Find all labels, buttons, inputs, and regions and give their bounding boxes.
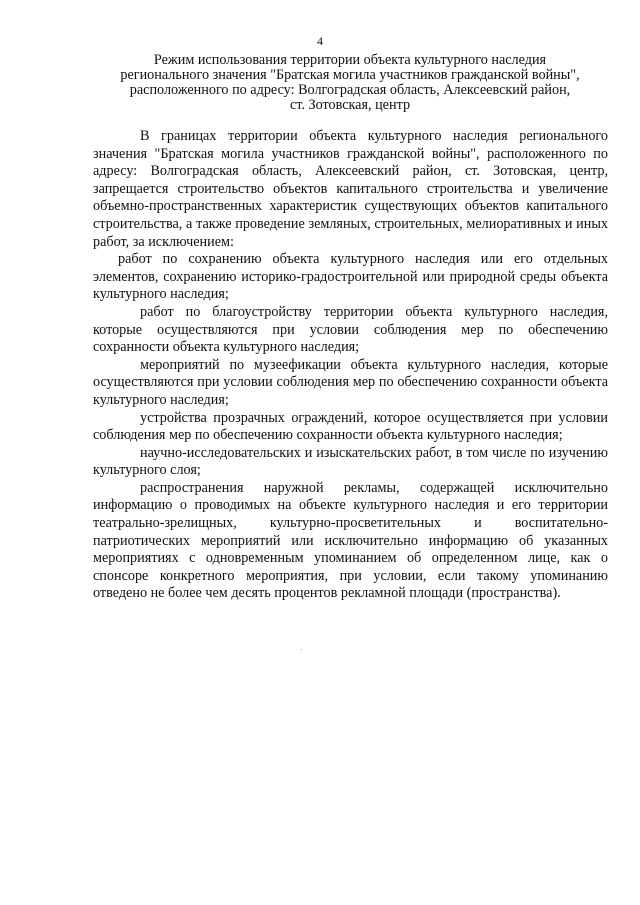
document-body <box>93 128 608 603</box>
exception-item-preservation: работ по сохранению объекта культурного наследия или его отдельных элементов, сохранению историко-градостроительной или природной среды объекта культурного наследия; <box>93 251 608 303</box>
exception-item-museumification: мероприятий по музеефикации объекта культурного наследия, которые осуществляются при условии соблюдения мер по обеспечению сохранности объекта культурного наследия; <box>93 356 608 408</box>
exception-item-research: научно-исследовательских и изыскательских работ, в том числе по изучению культурного слоя; <box>93 444 608 479</box>
title-line-4: ст. Зотовская, центр <box>289 97 411 113</box>
exception-item-advertising: распространения наружной рекламы, содержащей исключительно информацию о проводимых на объекте культурного наследия и его территории театрально-зрелищных, культурно-просветительных и воспитательно-патриотических мероприятий или исключительно информацию об указанных мероприятиях с одновременным упоминанием об определенном лице, как о спонсоре конкретного мероприятия, при условии, если такому упоминанию отведено не более чем десять процентов рекламной площади (пространства). <box>93 479 608 602</box>
title-line-1: Режим использования территории объекта культурного наследия <box>153 52 547 68</box>
document-title <box>100 53 600 113</box>
scan-speck <box>301 649 302 650</box>
title-line-3: расположенного по адресу: Волгоградская область, Алексеевский район, <box>129 82 571 98</box>
title-line-2: регионального значения "Братская могила участников гражданской войны", <box>120 67 580 83</box>
exception-item-fencing: устройства прозрачных ограждений, которое осуществляется при условии соблюдения мер по обеспечению сохранности объекта культурного наследия; <box>93 409 608 444</box>
intro-paragraph: В границах территории объекта культурного наследия регионального значения "Братская могила участников гражданской войны", расположенного по адресу: Волгоградская область, Алексеевский район, ст. Зотовская, центр, запрещается строительство объектов капитального строительства и увеличение объемно-пространственных характеристик существующих объектов капитального строительства, а также проведение земляных, строительных, мелиоративных и иных работ, за исключением: <box>93 128 608 250</box>
page-number: 4 <box>317 34 323 48</box>
exception-item-improvement: работ по благоустройству территории объекта культурного наследия, которые осуществляются при условии соблюдения мер по обеспечению сохранности объекта культурного наследия; <box>93 303 608 356</box>
